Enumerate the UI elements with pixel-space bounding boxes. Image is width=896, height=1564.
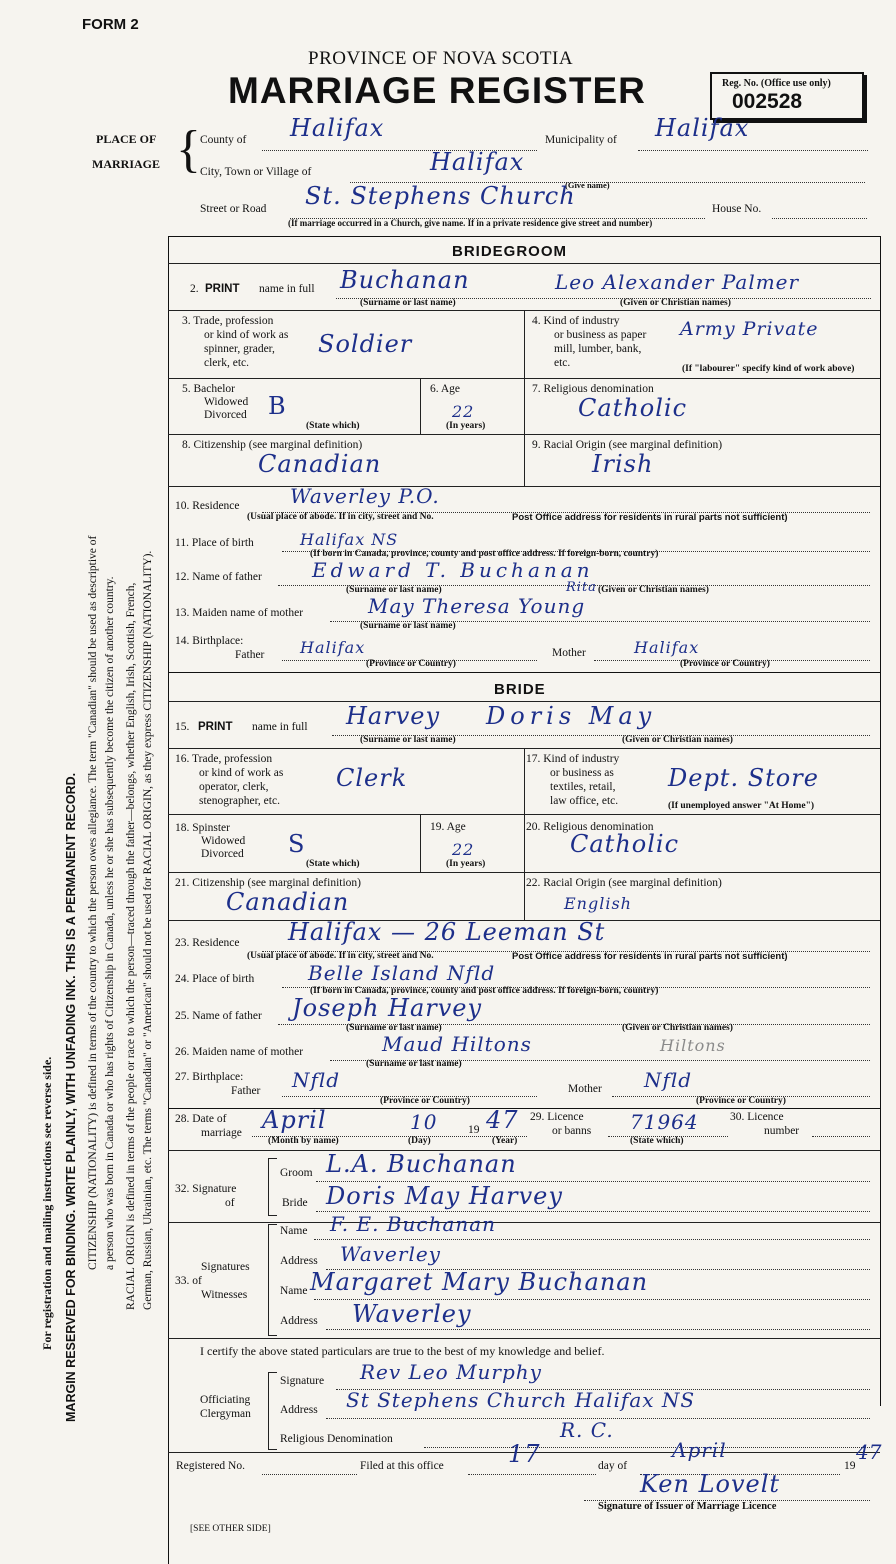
place-label-1: PLACE OF xyxy=(96,132,157,146)
bride-mother-pencil: Hiltons xyxy=(660,1036,726,1055)
bride-residence: Halifax — 26 Leeman St xyxy=(288,918,606,946)
groom-given-names: Leo Alexander Palmer xyxy=(555,270,800,294)
bride-print-num: 15. xyxy=(175,721,190,733)
bride-mother-prov-note: (Province or Country) xyxy=(696,1096,786,1106)
groom-signature: L.A. Buchanan xyxy=(326,1150,517,1178)
bride-residence-note-a: (Usual place of abode. If in city, street and No. xyxy=(247,951,434,961)
witness2-name-label: Name xyxy=(280,1285,308,1297)
groom-industry: Army Private xyxy=(680,318,819,340)
bride-father: Joseph Harvey xyxy=(292,994,483,1022)
filed-day: 17 xyxy=(508,1440,541,1468)
clergy-sig-label: Signature xyxy=(280,1375,325,1387)
bride-status: S xyxy=(288,830,306,858)
bride-birthplace: Belle Island Nfld xyxy=(308,961,496,985)
month-note: (Month by name) xyxy=(268,1136,339,1146)
groom-years: (In years) xyxy=(446,421,486,431)
municipality-label: Municipality of xyxy=(545,134,617,146)
licence-value: 71964 xyxy=(630,1110,699,1134)
margin-citizenship-2: a person who was born in Canada or who has rights of Citizenship in Canada, unless he or she has subsequently become the citizen of another country. xyxy=(104,576,116,1270)
house-label: House No. xyxy=(712,203,762,215)
groom-birthplace: Halifax NS xyxy=(300,530,399,549)
witness1-name-label: Name xyxy=(280,1225,308,1237)
county-label: County of xyxy=(200,134,247,146)
filed-year: 47 xyxy=(856,1440,882,1464)
bride-religion: Catholic xyxy=(570,830,680,858)
groom-status-label: 5. Bachelor Widowed Divorced xyxy=(182,383,249,421)
groom-mother-label: 13. Maiden name of mother xyxy=(175,607,304,619)
marriage-year-prefix: 19 xyxy=(468,1124,480,1136)
groom-religion-label: 7. Religious denomination xyxy=(532,383,654,395)
groom-father-birthplace: Halifax xyxy=(300,638,366,657)
bride-mother-bp-label: Mother xyxy=(568,1083,602,1095)
reg-number-box xyxy=(710,72,864,120)
groom-mother-bp-label: Mother xyxy=(552,647,586,659)
year-note: (Year) xyxy=(492,1136,518,1146)
groom-surname: Buchanan xyxy=(340,266,470,294)
give-name-note: (Give name) xyxy=(565,180,610,190)
groom-origin-label: 9. Racial Origin (see marginal definition) xyxy=(532,439,723,451)
marriage-date-label: 28. Date of marriage xyxy=(175,1113,242,1139)
labourer-note: (If "labourer" specify kind of work above) xyxy=(682,364,855,374)
municipality-value: Halifax xyxy=(655,114,750,142)
groom-residence: Waverley P.O. xyxy=(290,484,440,508)
marriage-year: 47 xyxy=(486,1106,519,1134)
bride-print-label: PRINT xyxy=(198,721,233,733)
groom-father-prov-note: (Province or Country) xyxy=(366,659,456,669)
bride-mother: Maud Hiltons xyxy=(382,1032,532,1056)
bride-state-which: (State which) xyxy=(306,859,360,869)
groom-industry-label: 4. Kind of industry or business as paper mill, lumber, bank, etc. xyxy=(532,315,647,369)
bride-industry: Dept. Store xyxy=(668,764,819,792)
groom-birthplace-note: (If born in Canada, province, county and post office address. If foreign-born, country) xyxy=(310,549,659,559)
issuer-note: Signature of Issuer of Marriage Licence xyxy=(598,1501,777,1512)
groom-citizenship: Canadian xyxy=(258,450,382,478)
groom-father: Edward T. Buchanan xyxy=(312,558,594,582)
bride-father-surname-note: (Surname or last name) xyxy=(346,1023,442,1033)
witness-bracket xyxy=(268,1224,277,1336)
place-brace: { xyxy=(176,121,201,178)
bride-age-label: 19. Age xyxy=(430,821,466,833)
marriage-month: April xyxy=(262,1106,327,1134)
groom-surname-note: (Surname or last name) xyxy=(360,298,456,308)
bride-given-names: Doris May xyxy=(486,702,657,730)
groom-citizenship-label: 8. Citizenship (see marginal definition) xyxy=(182,439,363,451)
bride-parents-birthplace-label: 27. Birthplace: Father xyxy=(175,1071,261,1097)
signature-bracket xyxy=(268,1158,277,1216)
groom-father-label: 12. Name of father xyxy=(175,571,262,583)
certification-text: I certify the above stated particulars are true to the best of my knowledge and belief. xyxy=(200,1344,605,1358)
registered-label: Registered No. xyxy=(176,1460,245,1472)
bride-mother-birthplace: Nfld xyxy=(644,1068,693,1092)
form-number: FORM 2 xyxy=(82,16,139,33)
clergy-address: St Stephens Church Halifax NS xyxy=(346,1388,696,1412)
bride-residence-label: 23. Residence xyxy=(175,937,240,949)
bride-surname-note: (Surname or last name) xyxy=(360,735,456,745)
section-bride: BRIDE xyxy=(494,681,546,698)
place-note: (If marriage occurred in a Church, give name. If in a private residence give street and number) xyxy=(288,218,653,228)
margin-note-binding: MARGIN RESERVED FOR BINDING. WRITE PLAINLY, WITH UNFADING INK. THIS IS A PERMANENT RECORD. xyxy=(64,772,78,1422)
filed-label: Filed at this office xyxy=(360,1460,444,1472)
city-value: Halifax xyxy=(430,148,525,176)
bride-father-birthplace: Nfld xyxy=(292,1068,341,1092)
groom-trade: Soldier xyxy=(318,330,413,358)
groom-residence-note-b: Post Office address for residents in rural parts not sufficient) xyxy=(512,512,788,523)
groom-given-note: (Given or Christian names) xyxy=(620,298,731,308)
province-heading: PROVINCE OF NOVA SCOTIA xyxy=(308,48,574,69)
bride-father-label: 25. Name of father xyxy=(175,1010,262,1022)
witness2-address-label: Address xyxy=(280,1315,318,1327)
filed-year-prefix: 19 xyxy=(844,1460,856,1472)
groom-residence-label: 10. Residence xyxy=(175,500,240,512)
groom-origin: Irish xyxy=(592,450,654,478)
bride-name-label: name in full xyxy=(252,721,308,733)
clergy-address-label: Address xyxy=(280,1404,318,1416)
issuer-signature: Ken Lovelt xyxy=(640,1470,781,1498)
groom-father-surname-note: (Surname or last name) xyxy=(346,585,442,595)
clergy-denomination: R. C. xyxy=(560,1418,614,1442)
street-value: St. Stephens Church xyxy=(305,182,576,210)
groom-residence-note-a: (Usual place of abode. If in city, street and No. xyxy=(247,512,434,522)
margin-citizenship-1: CITIZENSHIP (NATIONALITY) is defined in terms of the country to which the person owes allegiance. The term "Canadian" should be used as descriptive of xyxy=(87,535,99,1270)
street-label: Street or Road xyxy=(200,203,267,215)
bride-given-note: (Given or Christian names) xyxy=(622,735,733,745)
groom-print-num: 2. xyxy=(190,283,199,295)
groom-print-label: PRINT xyxy=(205,283,240,295)
bride-mother-surname-note: (Surname or last name) xyxy=(366,1059,462,1069)
groom-father-given-note: (Given or Christian names) xyxy=(598,585,709,595)
witness2-address: Waverley xyxy=(352,1300,472,1328)
groom-mother-insert: Rita xyxy=(566,580,597,595)
county-value: Halifax xyxy=(290,114,385,142)
witnesses-label: Signatures 33. of Witnesses xyxy=(175,1261,250,1301)
bride-signature: Doris May Harvey xyxy=(326,1182,563,1210)
clergy-signature: Rev Leo Murphy xyxy=(360,1360,542,1384)
reg-number: 002528 xyxy=(732,90,803,113)
page-title: MARRIAGE REGISTER xyxy=(228,70,646,111)
groom-age-label: 6. Age xyxy=(430,383,461,395)
bride-father-prov-note: (Province or Country) xyxy=(380,1096,470,1106)
city-label: City, Town or Village of xyxy=(200,166,312,178)
bride-sig-label: Bride xyxy=(282,1197,308,1209)
witness1-address-label: Address xyxy=(280,1255,318,1267)
witness2-name: Margaret Mary Buchanan xyxy=(310,1268,649,1296)
groom-trade-label: 3. Trade, profession or kind of work as spinner, grader, clerk, etc. xyxy=(182,315,289,369)
groom-mother: May Theresa Young xyxy=(368,594,586,618)
bride-citizenship-label: 21. Citizenship (see marginal definition) xyxy=(175,877,361,889)
day-of-label: day of xyxy=(598,1460,628,1472)
licence-number-label: 30. Licence number xyxy=(730,1111,800,1137)
groom-status: B xyxy=(268,392,287,420)
clergy-bracket xyxy=(268,1372,277,1450)
bride-trade-label: 16. Trade, profession or kind of work as operator, clerk, stenographer, etc. xyxy=(175,753,284,807)
bride-status-label: 18. Spinster Widowed Divorced xyxy=(175,822,246,860)
groom-birthplace-label: 11. Place of birth xyxy=(175,537,254,549)
bride-citizenship: Canadian xyxy=(226,888,350,916)
bride-birthplace-note: (If born in Canada, province, county and post office address. If foreign-born, country) xyxy=(310,986,659,996)
marriage-day: 10 xyxy=(410,1110,438,1134)
reg-number-label: Reg. No. (Office use only) xyxy=(722,78,831,89)
signature-label: 32. Signature of xyxy=(175,1183,237,1209)
margin-racial-1: RACIAL ORIGIN is defined in terms of the people or race to which the person—traced through the father—belongs, whether English, Irish, Scottish, French, xyxy=(125,582,137,1310)
bride-residence-note-b: Post Office address for residents in rural parts not sufficient) xyxy=(512,951,788,962)
place-label-2: MARRIAGE xyxy=(92,157,160,171)
groom-mother-birthplace: Halifax xyxy=(634,638,700,657)
groom-religion: Catholic xyxy=(578,394,688,422)
bride-trade: Clerk xyxy=(336,764,408,792)
groom-name-label: name in full xyxy=(259,283,315,295)
margin-racial-2: German, Russian, Ukrainian, etc. The terms "Canadian" or "American" should not be used for RACIAL ORIGIN, as they express CITIZENSHIP (NATIONALITY). xyxy=(142,550,154,1310)
witness1-address: Waverley xyxy=(340,1242,441,1266)
groom-age: 22 xyxy=(452,402,475,421)
groom-mother-surname-note: (Surname or last name) xyxy=(360,621,456,631)
bride-years: (In years) xyxy=(446,859,486,869)
bride-mother-label: 26. Maiden name of mother xyxy=(175,1046,304,1058)
witness1-name: F. E. Buchanan xyxy=(330,1212,497,1236)
bride-age: 22 xyxy=(452,840,475,859)
bride-industry-label: 17. Kind of industry or business as textiles, retail, law office, etc. xyxy=(526,753,620,807)
section-bridegroom: BRIDEGROOM xyxy=(452,243,567,260)
filed-month: April xyxy=(672,1438,727,1462)
bride-religion-label: 20. Religious denomination xyxy=(526,821,654,833)
licence-label: 29. Licence or banns xyxy=(530,1111,592,1137)
day-note: (Day) xyxy=(408,1136,431,1146)
unemployed-note: (If unemployed answer "At Home") xyxy=(668,801,815,811)
margin-note-instructions: For registration and mailing instructions see reverse side. xyxy=(40,1056,54,1350)
clergy-label: Officiating Clergyman xyxy=(200,1394,251,1420)
groom-sig-label: Groom xyxy=(280,1167,313,1179)
bride-father-given-note: (Given or Christian names) xyxy=(622,1023,733,1033)
clergy-denom-label: Religious Denomination xyxy=(280,1433,393,1445)
licence-state-which: (State which) xyxy=(630,1136,684,1146)
groom-mother-prov-note: (Province or Country) xyxy=(680,659,770,669)
bride-birthplace-label: 24. Place of birth xyxy=(175,973,255,985)
bride-origin-label: 22. Racial Origin (see marginal definition) xyxy=(526,877,722,889)
groom-state-which: (State which) xyxy=(306,421,360,431)
bride-origin: English xyxy=(564,894,632,913)
see-other-side: [SEE OTHER SIDE] xyxy=(190,1524,271,1534)
bride-surname: Harvey xyxy=(346,702,441,730)
groom-parents-birthplace-label: 14. Birthplace: Father xyxy=(175,635,265,661)
